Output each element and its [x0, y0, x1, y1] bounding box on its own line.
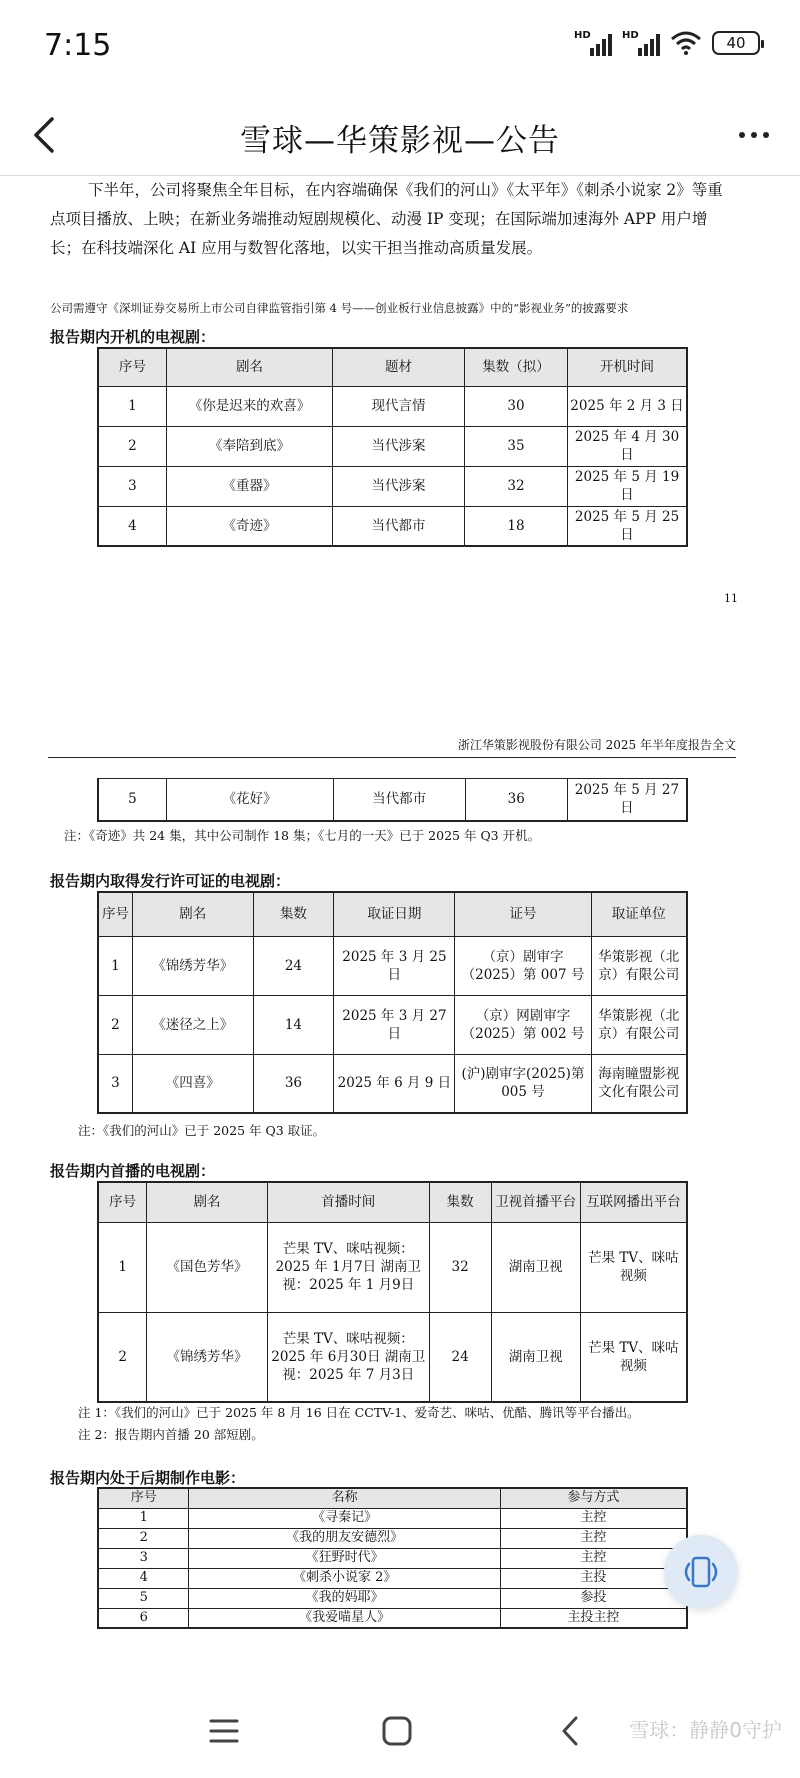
column-header: 互联网播出平台 [580, 1182, 687, 1222]
table-cell: (沪)剧审字(2025)第 005 号 [455, 1054, 591, 1113]
table-cell: 湖南卫视 [491, 1312, 580, 1402]
table-cell: 《奉陪到底》 [166, 426, 332, 466]
table-cell: 《四喜》 [132, 1054, 253, 1113]
column-header: 剧名 [147, 1182, 268, 1222]
table-cell: 2 [98, 1312, 147, 1402]
table-cell: 《迷径之上》 [132, 995, 253, 1054]
battery-icon [712, 31, 760, 55]
section-heading-postproduction-films: 报告期内处于后期制作电影： [50, 1469, 246, 1487]
table-cell: 主控 [500, 1548, 687, 1568]
back-icon [556, 1714, 586, 1748]
table-row [98, 506, 687, 546]
table-cell: 24 [429, 1312, 491, 1402]
table-row [98, 1222, 687, 1312]
table-cell: 湖南卫视 [491, 1222, 580, 1312]
table-cell: 4 [98, 506, 166, 546]
table-row [98, 1568, 687, 1588]
table-cell: 2025 年 2 月 3 日 [568, 386, 687, 426]
started-dramas-table [97, 347, 688, 547]
column-header: 取证日期 [334, 892, 455, 936]
postproduction-films-table [97, 1487, 688, 1629]
table-row [98, 779, 687, 821]
table-row [98, 1054, 687, 1113]
system-nav-bar [0, 1688, 800, 1778]
more-dots-icon [739, 132, 745, 138]
table-cell: 35 [464, 426, 567, 466]
table-cell: 2025 年 4 月 30 日 [568, 426, 687, 466]
app-header [0, 95, 800, 176]
table-cell: 《锦绣芳华》 [147, 1312, 268, 1402]
table-cell: 《花好》 [166, 779, 333, 821]
table-row [98, 936, 687, 995]
watermark: 雪球：静静0守护 [629, 1718, 782, 1742]
column-header: 名称 [189, 1488, 500, 1508]
started-dramas-table-continued [97, 778, 688, 822]
section-note: 注：《奇迹》共 24 集，其中公司制作 18 集；《七月的一天》已于 2025 年 Q3 开机。 [64, 828, 541, 843]
section-note: 注 1：《我们的河山》已于 2025 年 8 月 16 日在 CCTV-1、爱奇艺、咪咕、优酷、腾讯等平台播出。 [78, 1405, 640, 1420]
table-cell: 36 [465, 779, 567, 821]
table-cell: 32 [429, 1222, 491, 1312]
table-row [98, 1508, 687, 1528]
table-cell: 《国色芳华》 [147, 1222, 268, 1312]
table-cell: 华策影视（北京）有限公司 [591, 936, 687, 995]
table-cell: 《寻秦记》 [189, 1508, 500, 1528]
table-row [98, 426, 687, 466]
table-cell: 2025 年 3 月 27 日 [334, 995, 455, 1054]
column-header: 取证单位 [591, 892, 687, 936]
table-cell: 3 [98, 466, 166, 506]
table-row [98, 1528, 687, 1548]
floating-switch-button[interactable] [664, 1535, 738, 1609]
wifi-icon [670, 31, 702, 55]
page-number: 11 [724, 592, 738, 605]
column-header: 序号 [98, 892, 132, 936]
table-cell: 2025 年 5 月 27 日 [567, 779, 687, 821]
disclosure-note: 公司需遵守《深圳证券交易所上市公司自律监管指引第 4 号——创业板行业信息披露》中的“影视业务”的披露要求 [50, 301, 629, 315]
table-cell: 1 [98, 936, 132, 995]
table-cell: 当代涉案 [333, 426, 465, 466]
table-cell: 当代都市 [333, 506, 465, 546]
column-header: 集数 [429, 1182, 491, 1222]
section-heading-premiered-dramas: 报告期内首播的电视剧： [50, 1162, 216, 1180]
column-header: 集数（拟） [464, 348, 567, 386]
section-heading-licensed-dramas: 报告期内取得发行许可证的电视剧： [50, 872, 291, 890]
table-cell: 《狂野时代》 [189, 1548, 500, 1568]
table-cell: 4 [98, 1568, 189, 1588]
table-cell: 现代言情 [333, 386, 465, 426]
table-cell: 32 [464, 466, 567, 506]
network-type-label: HD [574, 30, 591, 41]
battery-level: 40 [726, 34, 746, 52]
table-cell: 当代都市 [333, 779, 465, 821]
table-row [98, 1588, 687, 1608]
table-cell: 2 [98, 1528, 189, 1548]
table-cell: 5 [98, 1588, 189, 1608]
column-header: 集数 [253, 892, 334, 936]
table-row [98, 1312, 687, 1402]
table-cell: 《重器》 [166, 466, 332, 506]
table-row [98, 1548, 687, 1568]
nav-menu-button[interactable] [199, 1706, 249, 1756]
column-header: 序号 [98, 1182, 147, 1222]
table-cell: 华策影视（北京）有限公司 [591, 995, 687, 1054]
table-cell: 6 [98, 1608, 189, 1628]
table-cell: 主投主控 [500, 1608, 687, 1628]
table-cell: 芒果 TV、咪咕视频：2025 年 6月30日 湖南卫视：2025 年 7 月3日 [267, 1312, 429, 1402]
menu-icon [207, 1716, 241, 1746]
home-icon [380, 1714, 414, 1748]
table-cell: 3 [98, 1054, 132, 1113]
table-cell: 《我爱喵星人》 [189, 1608, 500, 1628]
table-cell: 2 [98, 995, 132, 1054]
table-cell: 《我的妈耶》 [189, 1588, 500, 1608]
table-cell: 24 [253, 936, 334, 995]
column-header: 卫视首播平台 [491, 1182, 580, 1222]
table-cell: 36 [253, 1054, 334, 1113]
premiered-dramas-table [97, 1181, 688, 1403]
table-cell: 《刺杀小说家 2》 [189, 1568, 500, 1588]
table-cell: 当代涉案 [333, 466, 465, 506]
table-cell: 2025 年 5 月 25 日 [568, 506, 687, 546]
column-header: 首播时间 [267, 1182, 429, 1222]
section-note: 注：《我们的河山》已于 2025 年 Q3 取证。 [78, 1123, 326, 1138]
more-button[interactable] [732, 115, 776, 155]
status-bar [0, 0, 800, 95]
column-header: 题材 [333, 348, 465, 386]
signal-icon [622, 30, 660, 56]
column-header: 开机时间 [568, 348, 687, 386]
table-cell: 18 [464, 506, 567, 546]
nav-home-button[interactable] [372, 1706, 422, 1756]
table-cell: 芒果 TV、咪咕视频：2025 年 1月7日 湖南卫视：2025 年 1 月9日 [267, 1222, 429, 1312]
table-row [98, 386, 687, 426]
table-cell: 芒果 TV、咪咕视频 [580, 1222, 687, 1312]
intro-paragraph: 下半年，公司将聚焦全年目标，在内容端确保《我们的河山》《太平年》《刺杀小说家 2》等重点项目播放、上映；在新业务端推动短剧规模化、动漫 IP 变现；在国际端加速海外 APP 用户增长；在科技端深化 AI 应用与数智化落地，以实干担当推动高质量发展。 [50, 181, 723, 257]
table-cell: 海南瞳盟影视文化有限公司 [591, 1054, 687, 1113]
table-cell: （京）剧审字（2025）第 007 号 [455, 936, 591, 995]
table-cell: 14 [253, 995, 334, 1054]
column-header: 序号 [98, 1488, 189, 1508]
table-cell: （京）网剧审字（2025）第 002 号 [455, 995, 591, 1054]
table-cell: 30 [464, 386, 567, 426]
table-cell: 1 [98, 1222, 147, 1312]
running-header: 浙江华策影视股份有限公司 2025 年半年度报告全文 [48, 736, 736, 758]
page-title: 雪球—华策影视—公告 [240, 123, 560, 159]
table-cell: 《我的朋友安德烈》 [189, 1528, 500, 1548]
table-cell: 2 [98, 426, 166, 466]
table-cell: 2025 年 3 月 25 日 [334, 936, 455, 995]
network-type-label: HD [622, 30, 639, 41]
table-cell: 1 [98, 1508, 189, 1528]
table-cell: 主控 [500, 1528, 687, 1548]
table-cell: 主投 [500, 1568, 687, 1588]
table-cell: 2025 年 6 月 9 日 [334, 1054, 455, 1113]
table-cell: 《锦绣芳华》 [132, 936, 253, 995]
table-row [98, 1608, 687, 1628]
column-header: 序号 [98, 348, 166, 386]
signal-icon [574, 30, 612, 56]
table-row [98, 995, 687, 1054]
column-header: 剧名 [166, 348, 332, 386]
device-switch-icon [681, 1550, 721, 1594]
table-cell: 2025 年 5 月 19 日 [568, 466, 687, 506]
table-cell: 参投 [500, 1588, 687, 1608]
table-cell: 主控 [500, 1508, 687, 1528]
column-header: 参与方式 [500, 1488, 687, 1508]
table-cell: 芒果 TV、咪咕视频 [580, 1312, 687, 1402]
table-cell: 3 [98, 1548, 189, 1568]
table-cell: 《你是迟来的欢喜》 [166, 386, 332, 426]
table-cell: 1 [98, 386, 166, 426]
licensed-dramas-table [97, 891, 688, 1114]
section-heading-started-dramas: 报告期内开机的电视剧： [50, 328, 216, 346]
status-icons [574, 30, 760, 56]
column-header: 剧名 [132, 892, 253, 936]
table-row [98, 466, 687, 506]
status-time: 7:15 [44, 28, 112, 63]
section-note: 注 2：报告期内首播 20 部短剧。 [78, 1427, 264, 1442]
nav-back-button[interactable] [546, 1706, 596, 1756]
table-cell: 《奇迹》 [166, 506, 332, 546]
column-header: 证号 [455, 892, 591, 936]
table-cell: 5 [98, 779, 166, 821]
